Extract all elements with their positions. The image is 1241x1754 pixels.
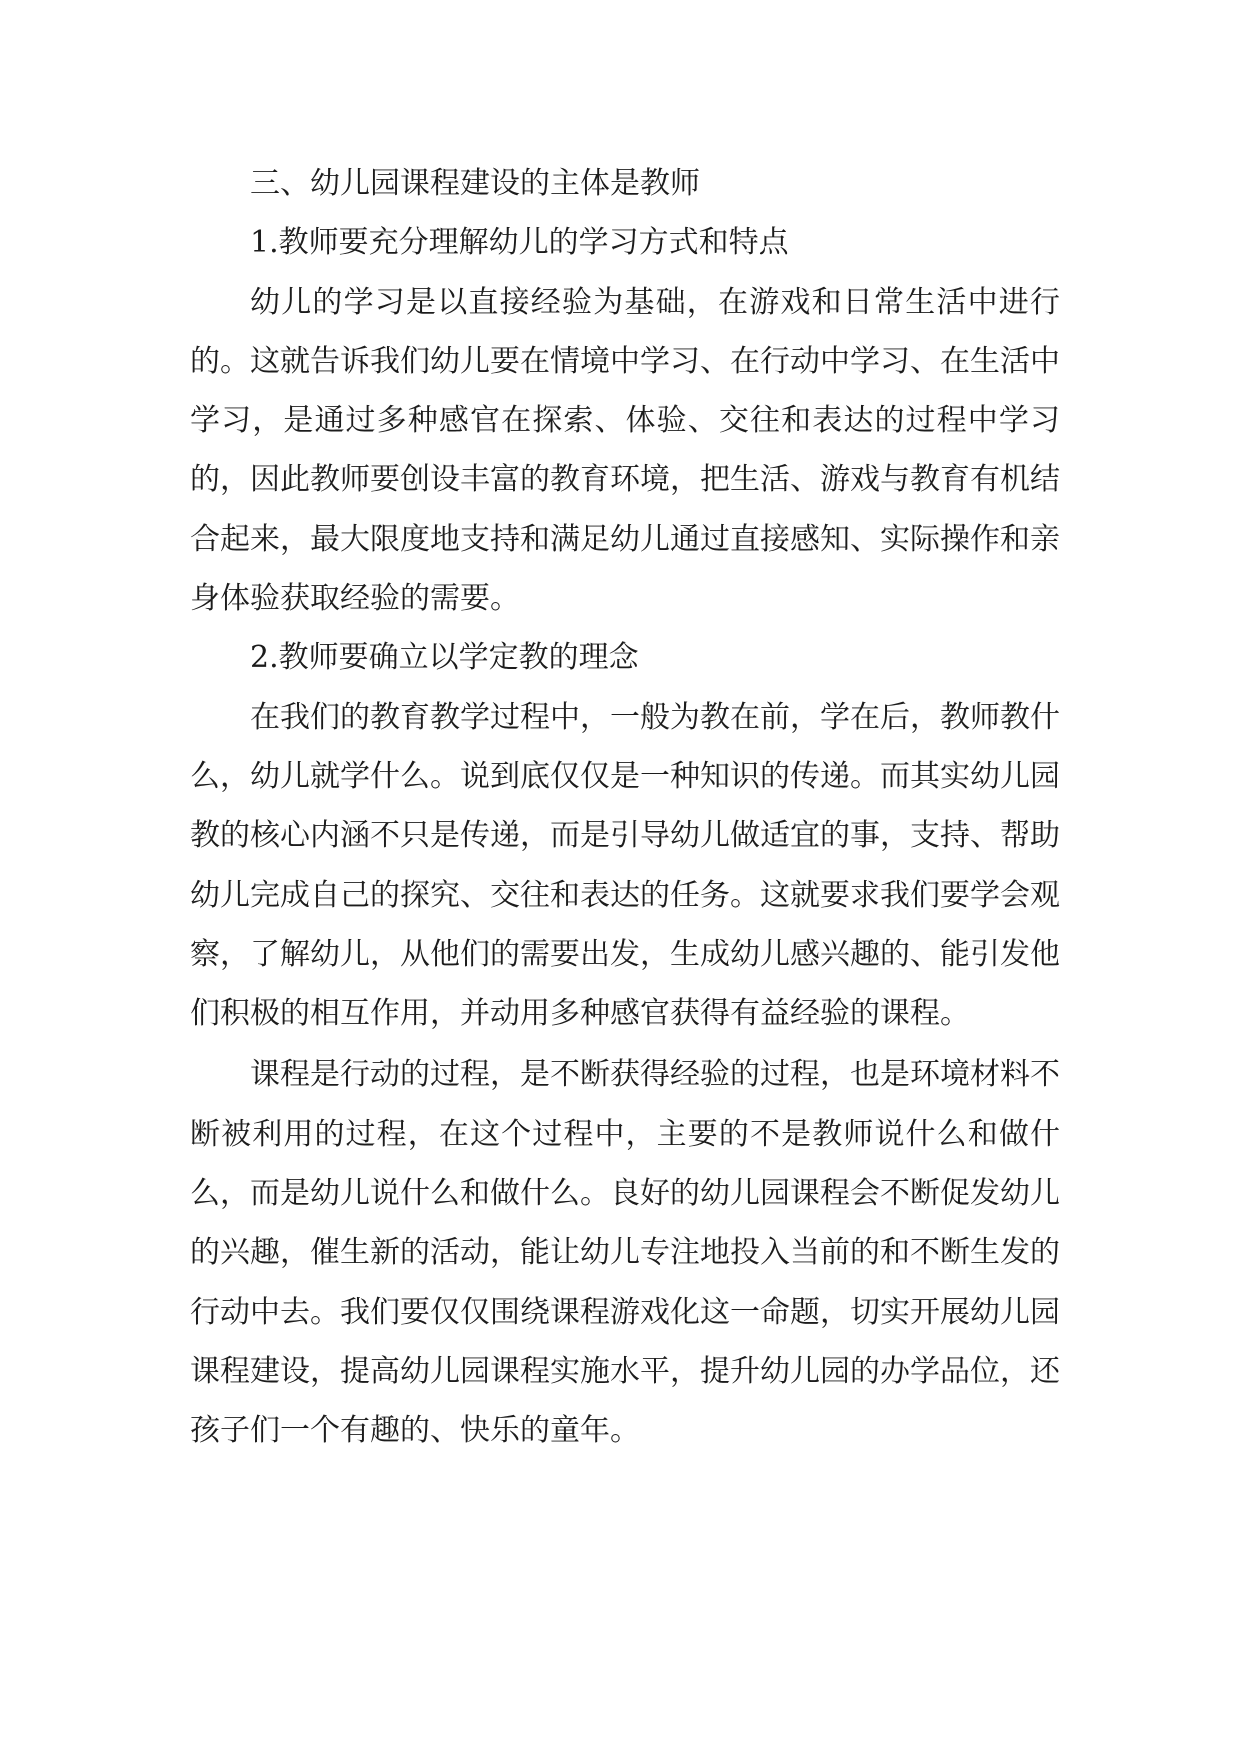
subheading-1: 1.教师要充分理解幼儿的学习方式和特点: [250, 225, 789, 261]
paragraph-3: 课程是行动的过程，是不断获得经验的过程，也是环境材料不断被利用的过程，在这个过程中，主要的不是教师说什么和做什么，而是幼儿说什么和做什么。良好的幼儿园课程会不断促发幼儿的兴趣，催生新的活动，能让幼儿专注地投入当前的和不断生发的行动中去。我们要仅仅围绕课程游戏化这一命题，切实开展幼儿园课程建设，提高幼儿园课程实施水平，提升幼儿园的办学品位，还孩子们一个有趣的、快乐的童年。: [190, 1057, 1060, 1449]
paragraph-1: 幼儿的学习是以直接经验为基础，在游戏和日常生活中进行的。这就告诉我们幼儿要在情境中学习、在行动中学习、在生活中学习，是通过多种感官在探索、体验、交往和表达的过程中学习的，因此教师要创设丰富的教育环境，把生活、游戏与教育有机结合起来，最大限度地支持和满足幼儿通过直接感知、实际操作和亲身体验获取经验的需要。: [190, 284, 1060, 617]
section-heading: 三、幼儿园课程建设的主体是教师: [250, 166, 700, 201]
paragraph-2: 在我们的教育教学过程中，一般为教在前，学在后，教师教什么，幼儿就学什么。说到底仅仅是一种知识的传递。而其实幼儿园教的核心内涵不只是传递，而是引导幼儿做适宜的事，支持、帮助幼儿完成自己的探究、交往和表达的任务。这就要求我们要学会观察，了解幼儿，从他们的需要出发，生成幼儿感兴趣的、能引发他们积极的相互作用，并动用多种感官获得有益经验的课程。: [190, 699, 1060, 1032]
document-body: [190, 154, 1060, 1461]
subheading-2: 2.教师要确立以学定教的理念: [250, 640, 639, 676]
